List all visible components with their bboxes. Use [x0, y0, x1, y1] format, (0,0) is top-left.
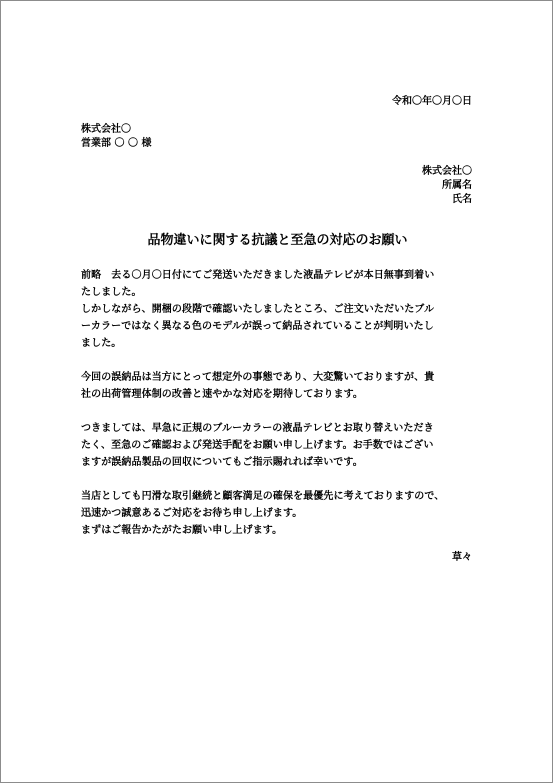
sender-affiliation: 所属名 [442, 180, 472, 191]
body-line: まずはご報告かたがたお願い申し上げます。 [81, 525, 283, 536]
body-line: 社の出荷管理体制の改善と速やかな対応を期待しております。 [81, 389, 363, 400]
body-line: ました。 [81, 338, 122, 349]
sender-company: 株式会社〇 [422, 166, 472, 177]
recipient-company: 株式会社〇 [81, 124, 131, 135]
body-line: しかしながら、開梱の段階で確認いたしましたところ、ご注文いただいたブル [81, 304, 435, 315]
body-line: 迅速かつ誠意あるご対応をお待ち申し上げます。 [81, 508, 303, 519]
sender-name: 氏名 [452, 194, 472, 205]
body-line: ーカラーではなく異なる色のモデルが誤って納品されていることが判明いたし [81, 321, 434, 332]
document-title: 品物違いに関する抗議と至急の対応のお願い [147, 233, 408, 248]
recipient-department: 営業部 〇 〇 様 [81, 138, 152, 149]
body-line: 当店としても円滑な取引継続と顧客満足の確保を最優先に考えておりますので、 [81, 491, 445, 502]
closing-word: 草々 [452, 552, 472, 563]
body-line: 前略 去る〇月〇日付にてご発送いただきました液晶テレビが本日無事到着い [81, 270, 435, 281]
body-line: たしました。 [81, 287, 142, 298]
document-date: 令和〇年〇月〇日 [392, 96, 472, 107]
body-line: ますが誤納品製品の回収についてもご指示賜れれば幸いです。 [81, 457, 363, 468]
body-line: たく、至急のご確認および発送手配をお願い申し上げます。お手数ではござい [81, 440, 434, 451]
body-line: つきましては、早急に正規のブルーカラーの液晶テレビとお取り替えいただき [81, 423, 434, 434]
body-line: 今回の誤納品は当方にとって想定外の事態であり、大変驚いておりますが、貴 [81, 372, 435, 383]
